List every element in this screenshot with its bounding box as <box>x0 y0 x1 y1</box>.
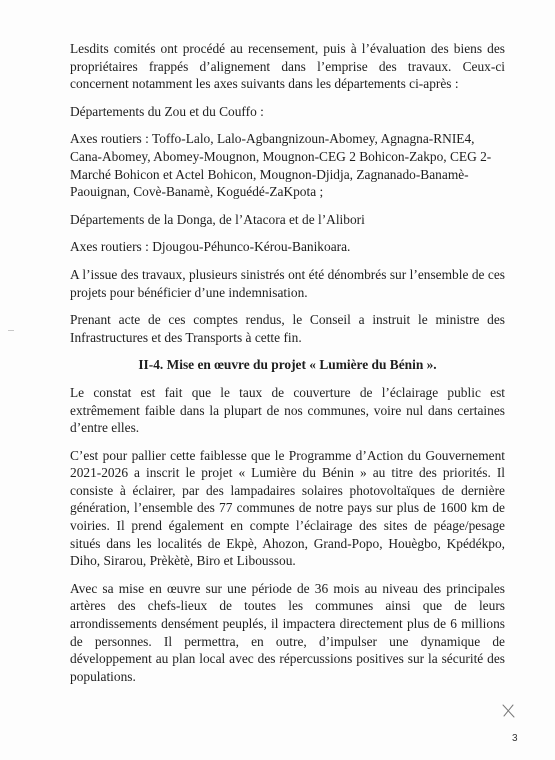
paragraph-departments-donga-atacora-alibori: Départements de la Donga, de l’Atacora et de l’Alibori <box>70 211 365 227</box>
section-heading: II-4. Mise en œuvre du projet « Lumière du Bénin ». <box>138 357 437 373</box>
paragraph-indemnisation: A l’issue des travaux, plusieurs sinistrés ont été dénombrés sur l’ensemble de ces projets pour bénéficier d’une indemnisation. <box>70 266 505 300</box>
page-number: 3 <box>512 733 518 744</box>
handwritten-initials <box>500 702 518 720</box>
paragraph-road-axes-north: Axes routiers : Djougou-Péhunco-Kérou-Banikoara. <box>70 239 351 255</box>
paragraph-road-axes-zou-couffo: Axes routiers : Toffo-Lalo, Lalo-Agbangnizoun-Abomey, Agnagna-RNIE4, Cana-Abomey, Abomey-Mougnon, Mougnon-CEG 2 Bohicon-Zakpo, CEG 2-Marché Bohicon et Actel Bohicon, Mougnon-Djidja, Zagnanado-Banamè-Paouignan, Covè-Banamè, Koguédé-ZaKpota ; <box>70 131 492 200</box>
paragraph-council-instruction: Prenant acte de ces comptes rendus, le Conseil a instruit le ministre des Infrastructures et des Transports à cette fin. <box>70 312 505 345</box>
margin-mark <box>8 330 14 331</box>
paragraph-programme: C’est pour pallier cette faiblesse que le Programme d’Action du Gouvernement 2021-2026 a inscrit le projet « Lumière du Bénin » au titre des priorités. Il consiste à éclairer, par des lampadaires solaires photovoltaïques de dernière génération, l’ensemble des 77 communes de notre pays sur plus de 1600 km de voiries. Il prend également en compte l’éclairage des sites de péage/pesage situés dans les localités de Ekpè, Ahozon, Grand-Popo, Houègbo, Kpédékpo, Diho, Sirarou, Prèkètè, Biro et Liboussou. <box>70 447 505 569</box>
paragraph-coverage: Le constat est fait que le taux de couverture de l’éclairage public est extrêmement faible dans la plupart de nos communes, voire nul dans certaines d’entre elles. <box>70 384 505 436</box>
paragraph-committees: Lesdits comités ont procédé au recensement, puis à l’évaluation des biens des propriétaires frappés d’alignement dans l’emprise des travaux. Ceux-ci concernent notamment les axes suivants dans les départements ci-après : <box>70 41 505 92</box>
paragraph-implementation: Avec sa mise en œuvre sur une période de 36 mois au niveau des principales artères des chefs-lieux de toutes les communes ainsi que de leurs arrondissements densément peuplés, il impactera directement plus de 6 millions de personnes. Il permettra, en outre, d’impulser une dynamique de développement au plan local avec des répercussions positives sur la sécurité des populations. <box>70 580 505 684</box>
paragraph-departments-zou-couffo: Départements du Zou et du Couffo : <box>70 103 264 119</box>
document-body <box>70 40 505 695</box>
